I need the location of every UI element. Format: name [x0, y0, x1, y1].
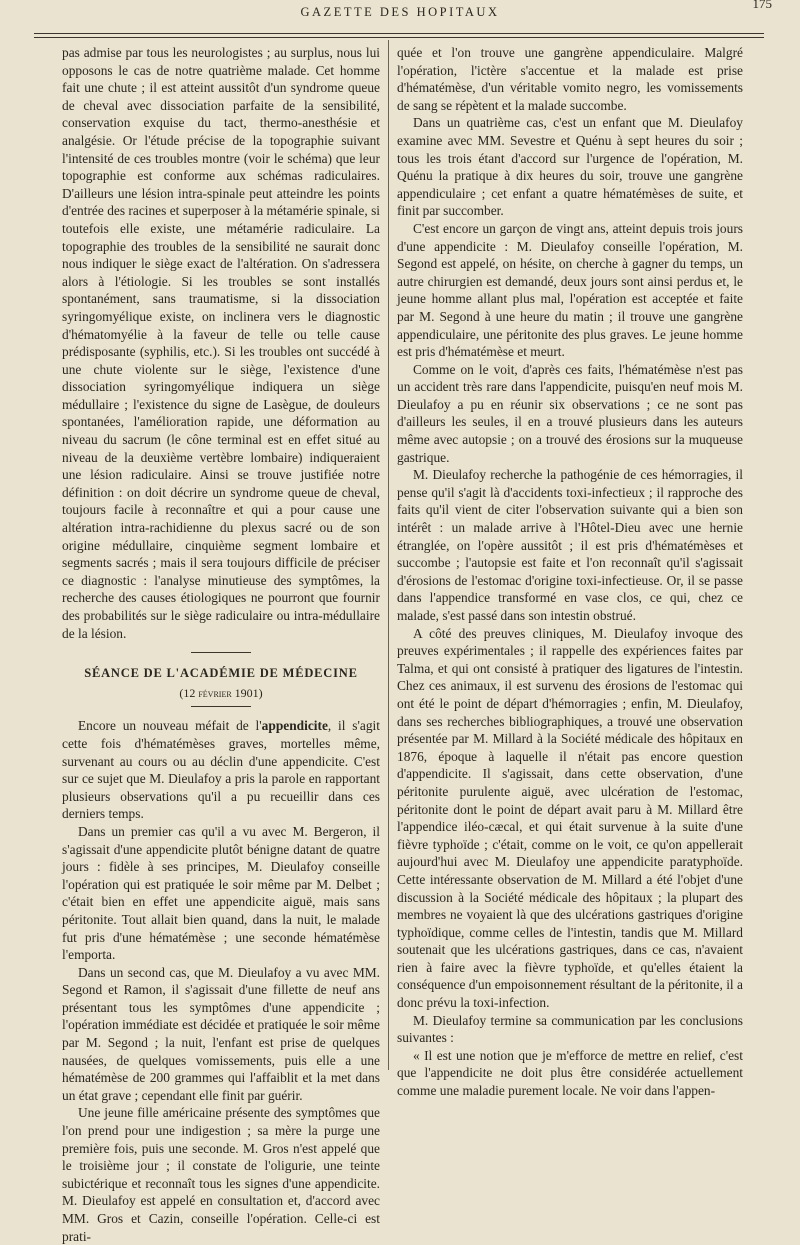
- p2-keyword: appendicite: [261, 718, 328, 734]
- left-paragraph-4: Dans un second cas, que M. Dieulafoy a vu avec MM. Segond et Ramon, il s'agissait d'une fillette de neuf ans présentant tous les symptômes d'une appendicite ; l'opération immédiate est décidée et pratiquée le soir même par M. Segond ; la nuit, l'enfant est prise de quelques nausées, de quelques vomissements, puis elle a une hématémèse de 200 grammes qui l'affaiblit et la met dans un état grave ; cependant elle finit par guérir.: [62, 964, 380, 1103]
- section-title: SÉANCE DE L'ACADÉMIE DE MÉDECINE: [84, 666, 358, 681]
- section-date-month: février: [198, 685, 232, 700]
- header-rule-secondary: [34, 37, 764, 38]
- section-separator: [191, 652, 251, 653]
- left-paragraph-3: Dans un premier cas qu'il a vu avec M. Bergeron, il s'agissait d'une appendicite plutôt bénigne datant de quatre jours : fidèle à ses principes, M. Dieulafoy conseille l'opération qui est pratiquée le soir même par M. Delbet ; c'était bien en effet une appendicite aiguë, mais sans péritonite. Tout allait bien quand, dans la nuit, le malade fut pris d'une hématémèse ; une seconde hématémèse l'emporta.: [62, 823, 380, 963]
- right-paragraph-5: M. Dieulafoy recherche la pathogénie de ces hémorragies, il pense qu'il s'agit là d'accidents toxi-infectieux ; il rapproche des faits qu'il vient de citer l'observation suivante qui a bien son intérêt : un malade arrive à l'Hôtel-Dieu avec une hernie étranglée, on l'opère aussitôt ; il est pris d'hématémèses et succombe ; l'autopsie est faite et l'on reconnaît qu'il s'agissait d'érosions de l'estomac d'origine toxi-infectieuse. Or, il se passe dans l'appendice transformé en vase clos, ce qui, chez ce malade, s'est passé dans son intestin obstrué.: [397, 467, 743, 623]
- section-date-open: (12: [179, 685, 199, 700]
- right-paragraph-8: « Il est une notion que je m'efforce de mettre en relief, c'est que l'appendicite ne doit plus être considérée actuellement comme une maladie purement locale. Ne voir dans l'appen-: [397, 1047, 743, 1099]
- left-paragraph-1: pas admise par tous les neurologistes ; au surplus, nous lui opposons le cas de notre quatrième malade. Cet homme fait une chute ; il est atteint aussitôt d'un syndrome queue de cheval avec dissociation parfaite de la sensibilité, conservation exquise du tact, thermo-anesthésie et analgésie. Or l'étude précise de la topographie suivant l'intensité de ces troubles montre (voir le schéma) que leur topographie est conforme aux schémas radiculaires. D'ailleurs une lésion intra-spinale peut atteindre les points d'entrée des racines et superposer à la métamérie spinale, si toutefois elle existe, une métamérie radiculaire. La topographie des troubles de la sensibilité ne saurait donc nous indiquer le siège exact de l'altération. On s'adressera alors à l'étiologie. Si les troubles se sont installés spontanément, sans traumatisme, si la dissociation syringomyélique existe, on inclinera vers le diagnostic d'hématomyélie à la faveur de telle ou telle cause prédisposante (syphilis, etc.). Si les troubles ont succédé à une chute violente sur le siège, l'existence d'une dissociation syringomyélique indiquera un siège médullaire ; l'existence du signe de Lasègue, de douleurs spontanées, l'amélioration rapide, une déformation au niveau du sacrum (le cône terminal est en effet situé au niveau de la deuxième vertèbre lombaire) indiqueraient une lésion radiculaire. Ainsi se trouve justifiée notre définition : on doit décrire un syndrome queue de cheval, toujours facile à reconnaître et qui a pour cause une altération intra-rachidienne du plexus sacré ou de son origine médullaire, cinquième segment lombaire et segments sacrés ; mais il sera toujours difficile de préciser ce diagnostic : l'analyse minutieuse des symptômes, la recherche des causes étiologiques ne pourront que fournir des probabilités sur le siège radiculaire ou intra-médullaire de la lésion.: [62, 45, 380, 641]
- right-paragraph-4: Comme on le voit, d'après ces faits, l'hématémèse n'est pas un accident très rare dans l'appendicite, puisqu'en neuf mois M. Dieulafoy a pu en réunir six observations ; ce ne sont pas d'ailleurs les seules, il en a trouvé plusieurs dans les auteurs même avec autopsie ; on a trouvé des érosions sur la muqueuse gastrique.: [397, 361, 743, 465]
- left-paragraph-2: [62, 717, 380, 823]
- journal-title: GAZETTE DES HOPITAUX: [300, 5, 500, 19]
- right-paragraph-7: M. Dieulafoy termine sa communication par les conclusions suivantes :: [397, 1012, 743, 1046]
- left-paragraph-5: Une jeune fille américaine présente des symptômes que l'on prend pour une indigestion ; sa mère la purge une première fois, puis une seconde. M. Gros n'est appelé que le troisième jour ; il constate de l'oligurie, une teinte subictérique et reconnaît tous les signes d'une appendicite. M. Dieulafoy est appelé en consultation et, d'accord avec MM. Gros et Cazin, conseille l'opération. Celle-ci est prati-: [62, 1105, 380, 1244]
- section-date: [62, 685, 380, 703]
- right-column: [397, 44, 743, 1100]
- p2-end: , il s'agit cette fois d'hématémèses graves, mortelles même, survenant au cours ou au déclin d'une appendicite. C'est sur ce sujet que M. Dieulafoy a pris la parole en rapportant plusieurs observations qu'il a pu recueillir dans ces derniers temps.: [62, 718, 380, 822]
- p2-start: Encore un nouveau méfait de l': [78, 718, 262, 734]
- page-header: [0, 0, 800, 28]
- left-column: [62, 44, 380, 1245]
- section-date-close: 1901): [231, 685, 263, 700]
- page-number: 175: [752, 0, 772, 11]
- column-divider: [388, 40, 389, 1070]
- right-paragraph-1: quée et l'on trouve une gangrène appendiculaire. Malgré l'opération, l'ictère s'accentue et la malade est prise d'hématémèse, d'un véritable vomito negro, les vomissements de sang se répètent et la malade succombe.: [397, 45, 743, 113]
- right-paragraph-2: Dans un quatrième cas, c'est un enfant que M. Dieulafoy examine avec MM. Sevestre et Quénu à sept heures du soir ; tous les trois étant d'accord sur l'urgence de l'opération, M. Quénu la pratique à dix heures du soir, trouve une gangrène appendiculaire ; cet enfant a quatre hématémèses de suite, et finit par succomber.: [397, 115, 743, 219]
- right-paragraph-6: A côté des preuves cliniques, M. Dieulafoy invoque des preuves expérimentales ; il rappelle des expériences faites par Talma, et qui ont consisté à pratiquer des ligatures de l'intestin. Chez ces animaux, il est survenu des érosions de l'estomac qui ont été le point de départ d'hémorragies ; enfin, M. Dieulafoy, dans ses recherches bibliographiques, a trouvé une observation présentée par M. Millard à la Société médicale des hôpitaux en 1876, époque à laquelle il n'était pas encore question d'appendicite. Il s'agissait, dans cette observation, d'une péritonite purulente aiguë, avec ulcération de l'estomac, péritonite dont le point de départ avait paru à M. Millard être l'appendice iléo-cæcal, et qui était survenue à la suite d'une fièvre typhoïde ; c'était, comme on le voit, ce qu'on appellerait aujourd'hui avec M. Dieulafoy une appendicite paratyphoïde. Cette intéressante observation de M. Millard a été l'objet d'une discussion à la Société médicale des hôpitaux ; la plupart des membres ne voyaient là que des ulcérations gastriques d'origine typhoïdique, comme celles de l'intestin, tandis que M. Millard soutenait que les ulcérations gastriques, dans ce cas, n'avaient rien à faire avec la fièvre typhoïde, et qu'elles étaient la conséquence d'un empoisonnement résultant de la péritonite, il a donc prévu la toxi-infection.: [397, 625, 743, 1011]
- header-rule: [34, 33, 764, 34]
- date-rule: [191, 706, 251, 707]
- right-paragraph-3: C'est encore un garçon de vingt ans, atteint depuis trois jours d'une appendicite : M. Dieulafoy conseille l'opération, M. Segond est appelé, on hésite, on cherche à gagner du temps, un autre chirurgien est demandé, deux jours sont ainsi perdus et, le jeune homme allant plus mal, l'opération est acceptée et faite par M. Segond à une heure du matin ; il trouve une gangrène appendiculaire, une péritonite des plus graves. Le jeune homme est pris d'hématémèse et meurt.: [397, 220, 743, 360]
